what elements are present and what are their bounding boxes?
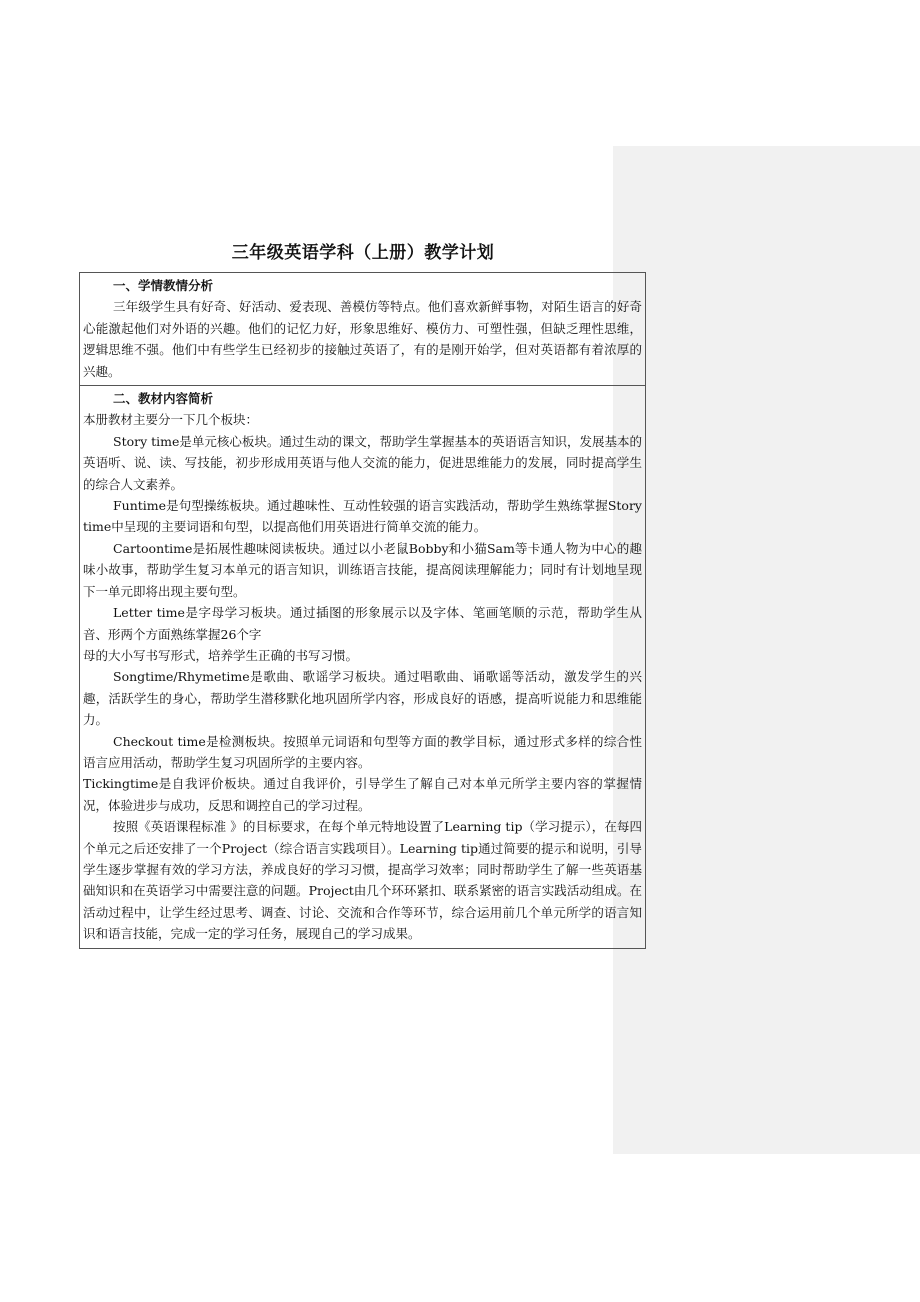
ticking-time-paragraph: Tickingtime是自我评价板块。通过自我评价，引导学生了解自己对本单元所学主要内容的掌握情况，体验进步与成功，反思和调控自己的学习过程。 [83,776,642,813]
section-2-heading: 二、教材内容简析 [113,391,214,407]
song-time-paragraph: Songtime/Rhymetime是歌曲、歌谣学习板块。通过唱歌曲、诵歌谣等活动，激发学生的兴趣，活跃学生的身心，帮助学生潜移默化地巩固所学内容，形成良好的语感，提高听说能力和思维能力。 [83,669,642,728]
fun-time-paragraph: Funtime是句型操练板块。通过趣味性、互动性较强的语言实践活动，帮助学生熟练掌握Story time中呈现的主要词语和句型，以提高他们用英语进行简单交流的能力。 [83,498,642,535]
section-1-cell [80,273,646,386]
checkout-time-paragraph: Checkout time是检测板块。按照单元词语和句型等方面的教学目标，通过形式多样的综合性语言应用活动，帮助学生复习巩固所学的主要内容。 [83,733,642,770]
project-paragraph: 按照《英语课程标准 》的目标要求，在每个单元特地设置了Learning tip（学习提示），在每四个单元之后还安排了一个Project（综合语言实践项目）。Learning tip通过简要的提示和说明，引导学生逐步掌握有效的学习方法，养成良好的学习习惯，提高学习效率；同时帮助学生了解一些英语基础知识和在英语学习中需要注意的问题。Project由几个环环紧扣、联系紧密的语言实践活动组成。在活动过程中，让学生经过思考、调查、讨论、交流和合作等环节，综合运用前几个单元所学的语言知识和语言技能，完成一定的学习任务，展现自己的学习成果。 [83,819,642,942]
section-2-intro: 本册教材主要分一下几个板块： [83,412,259,428]
story-time-paragraph: Story time是单元核心板块。通过生动的课文，帮助学生掌握基本的英语语言知识，发展基本的英语听、说、读、写技能，初步形成用英语与他人交流的能力，促进思维能力的发展，同时提高学生的综合人文素养。 [83,433,642,492]
page-title: 三年级英语学科（上册）教学计划 [231,243,495,263]
section-2-cell [80,386,646,949]
cartoon-time-paragraph: Cartoontime是拓展性趣味阅读板块。通过以小老鼠Bobby和小猫Sam等卡通人物为中心的趣味小故事，帮助学生复习本单元的语言知识，训练语言技能，提高阅读理解能力；同时有计划地呈现下一单元即将出现主要句型。 [83,540,642,599]
table-row [80,386,646,949]
section-1-paragraph: 三年级学生具有好奇、好活动、爱表现、善模仿等特点。他们喜欢新鲜事物，对陌生语言的好奇心能激起他们对外语的兴趣。他们的记忆力好，形象思维好、模仿力、可塑性强，但缺乏理性思维，逻辑思维不强。他们中有些学生已经初步的接触过英语了，有的是刚开始学，但对英语都有着浓厚的兴趣。 [83,299,642,379]
table-row [80,273,646,386]
letter-time-continuation: 母的大小写书写形式，培养学生正确的书写习惯。 [83,647,359,663]
letter-time-paragraph: Letter time是字母学习板块。通过插图的形象展示以及字体、笔画笔顺的示范，帮助学生从音、形两个方面熟练掌握26个字 [83,605,642,642]
plan-table [79,272,646,949]
section-1-heading: 一、学情教情分析 [113,278,214,293]
comment-pane [613,146,920,1154]
